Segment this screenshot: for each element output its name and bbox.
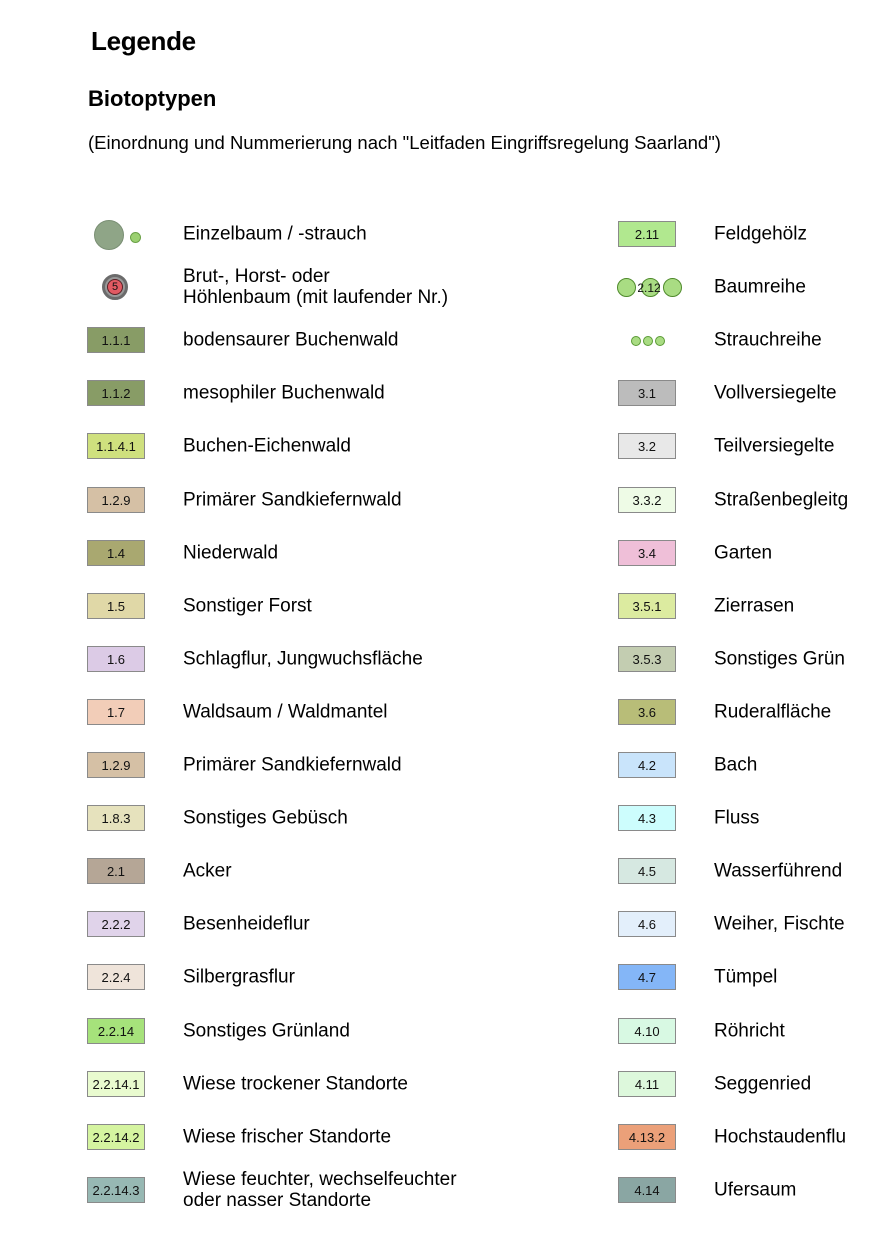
legend-label <box>714 808 759 829</box>
legend-symbol <box>618 692 678 732</box>
legend-symbol <box>87 692 147 732</box>
legend-row <box>87 1170 507 1210</box>
section-title: Biotoptypen <box>88 86 217 111</box>
legend-swatch: 2.1 <box>87 858 145 884</box>
legend-symbol <box>618 1011 678 1051</box>
legend-swatch: 4.10 <box>618 1018 676 1044</box>
legend-label <box>183 702 388 723</box>
legend-label-text: Wiese feuchter, wechselfeuchter <box>183 1169 457 1190</box>
legend-label-text: Sonstiger Forst <box>183 595 312 617</box>
legend-swatch: 4.7 <box>618 964 676 990</box>
tree-small-icon <box>130 232 141 243</box>
legend-swatch: 1.6 <box>87 646 145 672</box>
legend-swatch: 3.4 <box>618 540 676 566</box>
legend-symbol <box>87 745 147 785</box>
legend-label-text: bodensaurer Buchenwald <box>183 329 399 351</box>
legend-symbol <box>87 851 147 891</box>
legend-label <box>714 277 806 298</box>
legend-swatch: 1.4 <box>87 540 145 566</box>
legend-row <box>87 957 507 997</box>
legend-swatch: 1.1.2 <box>87 380 145 406</box>
legend-label <box>714 224 807 245</box>
legend-row <box>87 1117 507 1157</box>
legend-symbol <box>618 639 678 679</box>
legend-swatch: 3.3.2 <box>618 487 676 513</box>
legend-swatch: 4.13.2 <box>618 1124 676 1150</box>
legend-symbol <box>618 586 678 626</box>
section-note: (Einordnung und Nummerierung nach "Leitfaden Eingriffsregelung Saarland") <box>88 132 721 153</box>
legend-symbol <box>618 1064 678 1104</box>
legend-label-text: Baumreihe <box>714 276 806 298</box>
legend-swatch: 4.5 <box>618 858 676 884</box>
legend-label-text: Zierrasen <box>714 595 795 617</box>
legend-symbol <box>618 373 678 413</box>
legend-label <box>714 436 834 457</box>
tree-row-number: 2.12 <box>637 281 661 295</box>
legend-label <box>183 649 423 670</box>
legend-symbol <box>87 639 147 679</box>
legend-label <box>714 330 822 351</box>
legend-swatch: 2.2.2 <box>87 911 145 937</box>
legend-row <box>87 692 507 732</box>
legend-label <box>183 914 310 935</box>
legend-row <box>618 1011 849 1051</box>
legend-label-text: Ruderalfläche <box>714 701 832 723</box>
legend-row <box>618 1170 849 1210</box>
legend-label-text: Primärer Sandkiefernwald <box>183 489 402 511</box>
legend-symbol <box>87 904 147 944</box>
legend-label-text: Primärer Sandkiefernwald <box>183 754 402 776</box>
legend-label-text: Garten <box>714 542 773 564</box>
legend-label <box>714 1021 785 1042</box>
legend-label-text: Ufersaum <box>714 1179 797 1201</box>
legend-swatch: 1.1.1 <box>87 327 145 353</box>
legend-label-text: Brut-, Horst- oder <box>183 266 330 287</box>
legend-symbol <box>87 267 147 307</box>
legend-label-text: Silbergrasflur <box>183 966 295 988</box>
legend-label <box>183 330 399 351</box>
legend-row <box>618 639 849 679</box>
legend-label <box>714 1180 796 1201</box>
legend-swatch: 2.2.4 <box>87 964 145 990</box>
legend-symbol <box>87 957 147 997</box>
legend-swatch: 3.1 <box>618 380 676 406</box>
legend-row <box>87 1064 507 1104</box>
legend-row <box>87 904 507 944</box>
legend-label <box>714 967 777 988</box>
legend-label-text: Vollversiegelte <box>714 382 837 404</box>
legend-label-text-line2: Höhlenbaum (mit laufender Nr.) <box>183 287 449 308</box>
legend-label <box>183 224 367 245</box>
legend-row <box>87 214 507 254</box>
legend-label <box>714 596 794 617</box>
legend-symbol <box>618 214 678 254</box>
legend-swatch: 1.1.4.1 <box>87 433 145 459</box>
shrub-icon <box>655 336 665 346</box>
legend-symbol <box>87 214 147 254</box>
legend-symbol <box>618 267 678 307</box>
legend-symbol <box>618 904 678 944</box>
legend-row <box>618 426 849 466</box>
legend-row <box>618 745 849 785</box>
legend-symbol <box>618 480 678 520</box>
legend-symbol <box>87 1011 147 1051</box>
legend-label <box>183 490 402 511</box>
legend-row <box>618 1117 849 1157</box>
legend-row <box>87 745 507 785</box>
legend-row <box>618 320 849 360</box>
legend-row <box>618 798 849 838</box>
legend-label <box>183 861 232 882</box>
legend-row <box>618 586 849 626</box>
legend-row <box>87 639 507 679</box>
shrub-icon <box>643 336 653 346</box>
legend-swatch: 4.6 <box>618 911 676 937</box>
legend-row <box>87 798 507 838</box>
legend-swatch: 3.5.3 <box>618 646 676 672</box>
legend-row <box>87 480 507 520</box>
legend-swatch: 4.2 <box>618 752 676 778</box>
legend-label <box>714 755 757 776</box>
legend-label-text: Bach <box>714 754 758 776</box>
legend-label <box>183 808 348 829</box>
legend-label <box>714 490 848 511</box>
legend-row <box>618 851 849 891</box>
legend-label <box>714 702 831 723</box>
legend-label-text: Sonstiges Gebüsch <box>183 807 348 829</box>
legend-label <box>714 649 845 670</box>
legend-swatch: 1.5 <box>87 593 145 619</box>
legend-swatch: 3.6 <box>618 699 676 725</box>
legend-label <box>183 596 312 617</box>
legend-label <box>183 755 402 776</box>
legend-swatch: 1.7 <box>87 699 145 725</box>
legend-row <box>87 267 507 307</box>
legend-row <box>87 373 507 413</box>
legend-symbol <box>87 1170 147 1210</box>
legend-row <box>87 426 507 466</box>
legend-label <box>183 1169 457 1211</box>
legend-row <box>618 957 849 997</box>
legend-label-text: Niederwald <box>183 542 279 564</box>
legend-label-text: Buchen-Eichenwald <box>183 435 351 457</box>
legend-label <box>183 1074 408 1095</box>
legend-label-text: Seggenried <box>714 1073 812 1095</box>
shrub-icon <box>631 336 641 346</box>
legend-row <box>87 1011 507 1051</box>
legend-label <box>714 861 842 882</box>
legend-label-text: Tümpel <box>714 966 778 988</box>
legend-label-text: Acker <box>183 860 232 882</box>
legend-symbol <box>87 533 147 573</box>
legend-swatch: 2.2.14 <box>87 1018 145 1044</box>
legend-label-text: Hochstaudenflu <box>714 1126 847 1148</box>
legend-swatch: 2.2.14.2 <box>87 1124 145 1150</box>
legend-label-text: Weiher, Fischte <box>714 913 845 935</box>
legend-label-text: Feldgehölz <box>714 223 807 245</box>
legend-label <box>183 1021 350 1042</box>
legend-row <box>87 320 507 360</box>
legend-swatch: 4.3 <box>618 805 676 831</box>
legend-symbol <box>618 1170 678 1210</box>
nest-number: 5 <box>111 281 119 293</box>
legend-swatch: 2.2.14.1 <box>87 1071 145 1097</box>
legend-row <box>618 1064 849 1104</box>
legend-label <box>714 914 845 935</box>
legend-symbol <box>87 373 147 413</box>
legend-symbol <box>618 851 678 891</box>
legend-row <box>618 267 849 307</box>
legend-label <box>714 543 772 564</box>
tree-large-icon <box>94 220 124 250</box>
legend-symbol <box>618 798 678 838</box>
legend-row <box>87 533 507 573</box>
legend-row <box>618 533 849 573</box>
legend-swatch: 4.11 <box>618 1071 676 1097</box>
legend-symbol <box>618 426 678 466</box>
legend-symbol <box>87 480 147 520</box>
legend-swatch: 4.14 <box>618 1177 676 1203</box>
legend-label <box>183 967 295 988</box>
legend-label-text: Einzelbaum / -strauch <box>183 223 367 245</box>
legend-symbol <box>87 320 147 360</box>
legend-row <box>87 586 507 626</box>
legend-label <box>183 543 278 564</box>
legend-symbol <box>618 533 678 573</box>
legend-symbol <box>87 426 147 466</box>
legend-label <box>183 383 385 404</box>
legend-swatch: 1.8.3 <box>87 805 145 831</box>
legend-swatch: 3.2 <box>618 433 676 459</box>
legend-label <box>183 436 351 457</box>
legend-symbol <box>618 320 678 360</box>
legend-symbol <box>87 1117 147 1157</box>
legend-symbol <box>87 798 147 838</box>
page-title: Legende <box>91 26 196 56</box>
tree-row-icon <box>617 278 636 297</box>
legend-label-text: Sonstiges Grün <box>714 648 845 670</box>
legend-label <box>183 1127 391 1148</box>
legend-label-text: Teilversiegelte <box>714 435 835 457</box>
legend-symbol <box>618 957 678 997</box>
legend-symbol <box>87 586 147 626</box>
legend-label <box>714 383 837 404</box>
legend-swatch: 3.5.1 <box>618 593 676 619</box>
legend-label-text: Wasserführend <box>714 860 843 882</box>
legend-label-text-line2: oder nasser Standorte <box>183 1190 372 1211</box>
legend-swatch: 2.11 <box>618 221 676 247</box>
legend-label-text: mesophiler Buchenwald <box>183 382 385 404</box>
legend-row <box>618 904 849 944</box>
legend-label <box>183 266 448 308</box>
legend-label-text: Besenheideflur <box>183 913 310 935</box>
legend-label <box>714 1127 846 1148</box>
legend-label-text: Fluss <box>714 807 760 829</box>
legend-label-text: Straßenbegleitg <box>714 489 849 511</box>
legend-label-text: Röhricht <box>714 1020 785 1042</box>
legend-symbol <box>87 1064 147 1104</box>
legend-row <box>87 851 507 891</box>
legend-label-text: Wiese trockener Standorte <box>183 1073 408 1095</box>
legend-row <box>618 692 849 732</box>
legend-row <box>618 214 849 254</box>
legend-label-text: Waldsaum / Waldmantel <box>183 701 388 723</box>
legend-symbol <box>618 745 678 785</box>
legend-label-text: Sonstiges Grünland <box>183 1020 350 1042</box>
tree-row-icon <box>663 278 682 297</box>
legend-swatch: 1.2.9 <box>87 487 145 513</box>
legend-swatch: 1.2.9 <box>87 752 145 778</box>
legend-symbol <box>618 1117 678 1157</box>
legend-label-text: Wiese frischer Standorte <box>183 1126 392 1148</box>
legend-label-text: Strauchreihe <box>714 329 822 351</box>
legend-swatch: 2.2.14.3 <box>87 1177 145 1203</box>
legend-label-text: Schlagflur, Jungwuchsfläche <box>183 648 423 670</box>
legend-row <box>618 480 849 520</box>
legend-label <box>714 1074 811 1095</box>
legend-row <box>618 373 849 413</box>
